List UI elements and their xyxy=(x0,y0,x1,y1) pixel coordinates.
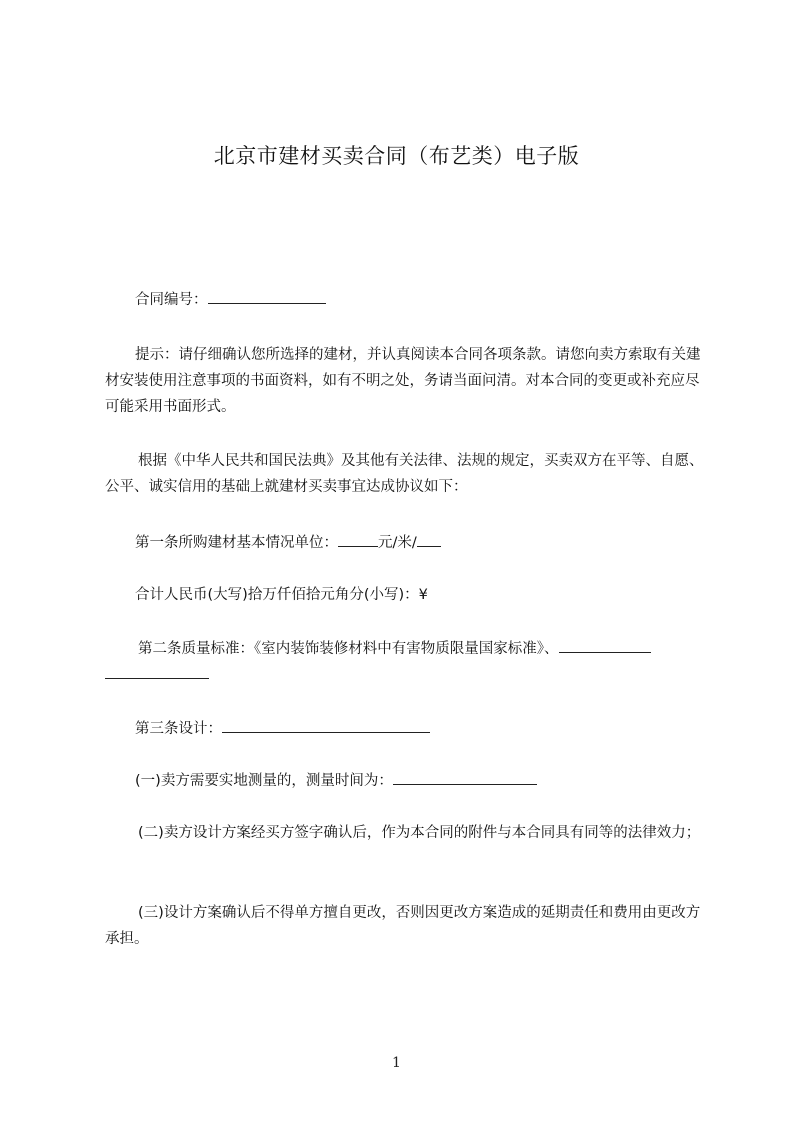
total-amount-text: 合计人民币(大写)拾万仟佰拾元角分(小写)：¥ xyxy=(135,587,428,603)
unit-price-blank[interactable] xyxy=(338,531,378,547)
article-1-unit: 元/米/ xyxy=(378,535,417,551)
article-3 xyxy=(105,716,705,742)
article-1-label: 第一条所购建材基本情况单位： xyxy=(135,535,338,551)
page-number: 1 xyxy=(392,1055,401,1071)
measure-time-blank[interactable] xyxy=(393,769,537,785)
contract-number-line xyxy=(105,287,705,313)
article-3-item-1 xyxy=(105,768,705,794)
item-3-text: (三)设计方案确认后不得单方擅自更改，否则因更改方案造成的延期责任和费用由更改方承担。 xyxy=(105,905,701,947)
document-title: 北京市建材买卖合同（布艺类）电子版 xyxy=(213,144,580,168)
contract-number-blank[interactable] xyxy=(208,288,326,304)
article-3-label: 第三条设计： xyxy=(135,721,222,737)
article-3-item-3 xyxy=(105,900,705,952)
article-1 xyxy=(105,530,705,556)
total-amount-line xyxy=(105,582,705,608)
tip-paragraph xyxy=(105,342,705,420)
contract-number-label: 合同编号： xyxy=(135,292,208,308)
item-2-text: (二)卖方设计方案经买方签字确认后，作为本合同的附件与本合同具有同等的法律效力； xyxy=(138,825,701,841)
article-2 xyxy=(105,636,705,688)
unit-blank[interactable] xyxy=(417,531,441,547)
tip-text: 提示：请仔细确认您所选择的建材，并认真阅读本合同各项条款。请您向卖方索取有关建材安装使用注意事项的书面资料，如有不明之处，务请当面问清。对本合同的变更或补充应尽可能采用书面形式。 xyxy=(105,347,701,415)
basis-text: 根据《中华人民共和国民法典》及其他有关法律、法规的规定，买卖双方在平等、自愿、公平、诚实信用的基础上就建材买卖事宜达成协议如下： xyxy=(105,453,704,495)
article-2-text: 第二条质量标准：《室内装饰装修材料中有害物质限量国家标准》、 xyxy=(138,641,559,657)
article-3-item-2 xyxy=(105,820,705,846)
quality-standard-blank-2[interactable] xyxy=(105,663,209,679)
design-blank[interactable] xyxy=(222,717,430,733)
basis-paragraph xyxy=(105,448,705,500)
quality-standard-blank-1[interactable] xyxy=(559,637,651,653)
item-1-text: (一)卖方需要实地测量的，测量时间为： xyxy=(135,773,393,789)
